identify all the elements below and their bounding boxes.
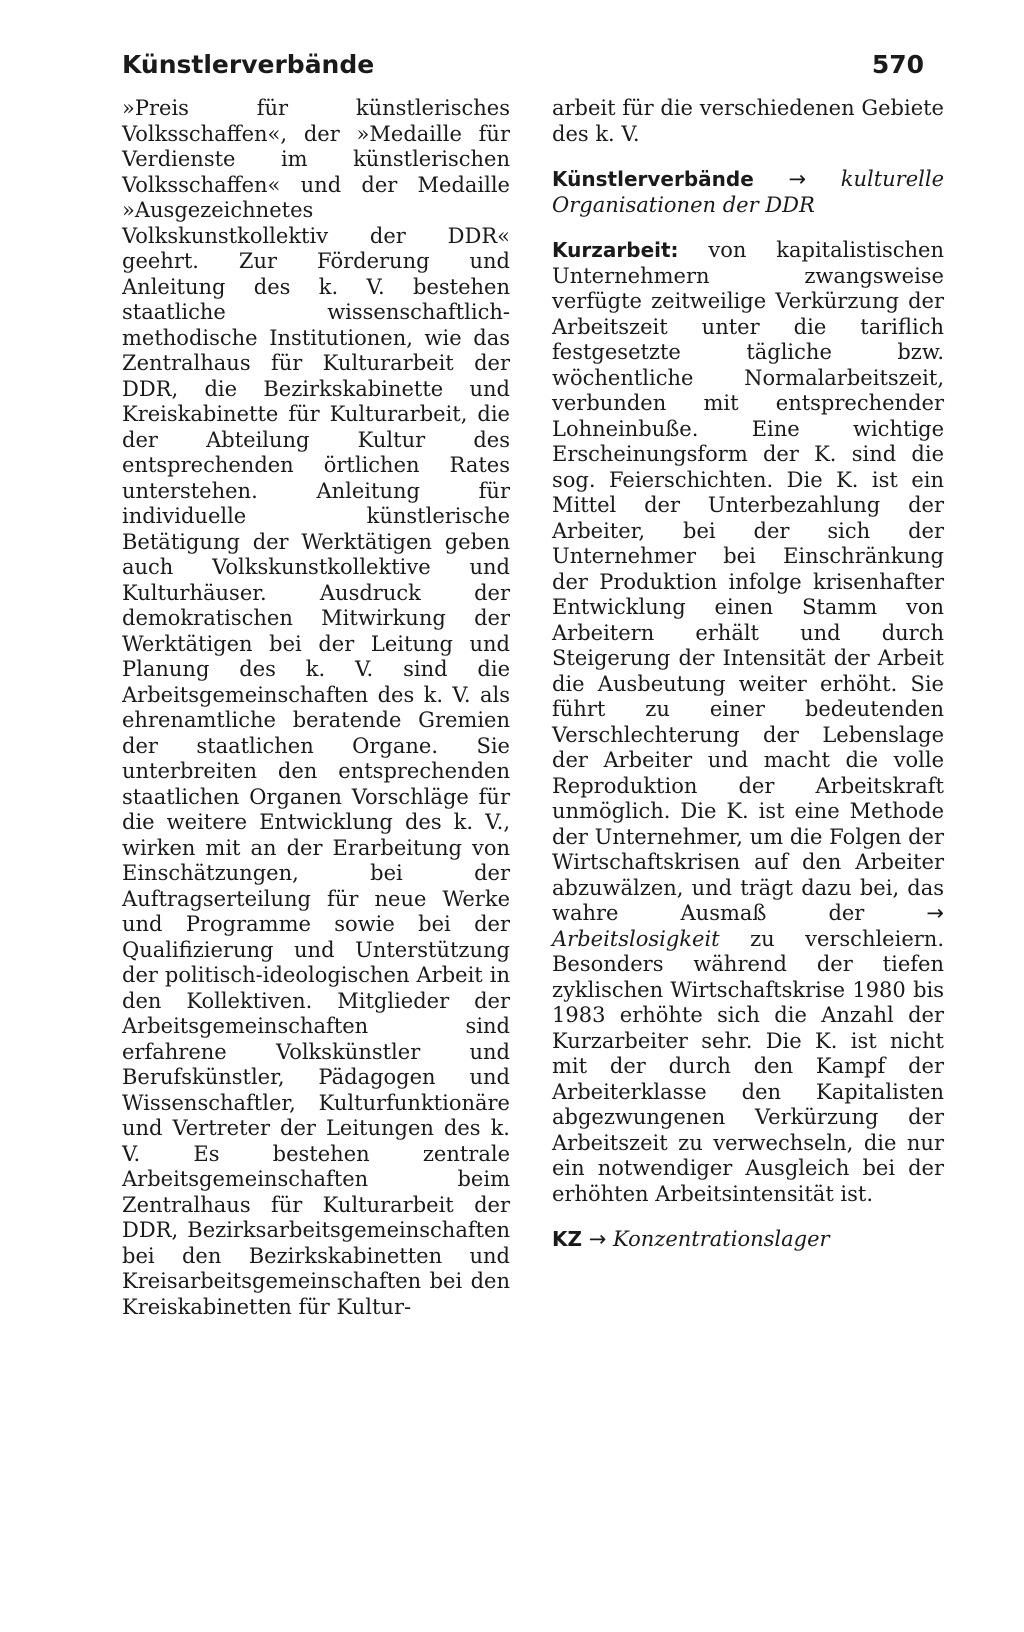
running-header	[122, 50, 924, 90]
entry-headword: Künstlerverbände	[552, 167, 754, 191]
running-head-title: Künstlerverbände	[122, 50, 375, 79]
entry-text-continued: zu verschleiern. Besonders während der tiefen zyklischen Wirtschaftskrise 1980 bis 1983 erhöhte sich die Anzahl der Kurzarbeiter sehr. Die K. ist nicht mit der durch den Kampf der Arbeiterklasse den Kapitalisten abgezwungenen Verkürzung der Arbeitszeit zu verwechseln, die nur ein notwendiger Ausgleich bei der erhöhten Arbeitsintensität ist.	[552, 926, 944, 1206]
cross-reference-arrow-icon: →	[788, 167, 807, 191]
entry-kuenstlerverbaende	[552, 167, 944, 218]
cross-reference[interactable]: kulturelle Organisationen der DDR	[552, 167, 944, 217]
cross-reference-arrow-icon: →	[926, 901, 944, 925]
entry-headword: KZ	[552, 1227, 582, 1251]
cross-reference[interactable]: Arbeitslosigkeit	[552, 926, 720, 951]
left-column	[122, 96, 510, 1320]
cross-reference-arrow-icon: →	[588, 1227, 607, 1251]
entry-kurzarbeit	[552, 238, 944, 1207]
entry-text: von kapitalistischen Unternehmern zwangsweise verfügte zeitweilige Verkürzung der Arbeitszeit unter die tariflich festgesetzte tägliche bzw. wöchentliche Normalarbeitszeit, verbunden mit entsprechender Lohneinbuße. Eine wichtige Erscheinungsform der K. sind die sog. Feierschichten. Die K. ist ein Mittel der Unterbezahlung der Arbeiter, bei der sich der Unternehmer bei Einschränkung der Produktion infolge krisenhafter Entwicklung einen Stamm von Arbeitern erhält und durch Steigerung der Intensität der Arbeit die Ausbeutung weiter erhöht. Sie führt zu einer bedeutenden Verschlechterung der Lebenslage der Arbeiter und macht die volle Reproduktion der Arbeitskraft unmöglich. Die K. ist eine Methode der Unternehmer, um die Folgen der Wirtschaftskrisen auf den Arbeiter abzuwälzen, und trägt dazu bei, das wahre Ausmaß der	[552, 238, 944, 925]
entry-headword: Kurzarbeit:	[552, 238, 679, 262]
continued-entry-text: »Preis für künstlerisches Volksschaffen«, der »Medaille für Verdienste im künstlerischen Volksschaffen« und der Medaille »Ausgezeichnetes Volkskunstkollektiv der DDR« geehrt. Zur Förderung und Anleitung des k. V. bestehen staatliche wissenschaftlich-methodische Institutionen, wie das Zentralhaus für Kulturarbeit der DDR, die Bezirkskabinette und Kreiskabinette für Kulturarbeit, die der Abteilung Kultur des entsprechenden örtlichen Rates unterstehen. Anleitung für individuelle künstlerische Betätigung der Werktätigen geben auch Volkskunstkollektive und Kulturhäuser. Ausdruck der demokratischen Mitwirkung der Werktätigen bei der Leitung und Planung des k. V. sind die Arbeitsgemeinschaften des k. V. als ehrenamtliche beratende Gremien der staatlichen Organe. Sie unterbreiten den entsprechenden staatlichen Organen Vorschläge für die weitere Entwicklung des k. V., wirken mit an der Erarbeitung von Einschätzungen, bei der Auftragserteilung für neue Werke und Programme sowie bei der Qualifizierung und Unterstützung der politisch-ideologischen Arbeit in den Kollektiven. Mitglieder der Arbeitsgemeinschaften sind erfahrene Volkskünstler und Berufskünstler, Pädagogen und Wissenschaftler, Kulturfunktionäre und Vertreter der Leitungen des k. V. Es bestehen zentrale Arbeitsgemeinschaften beim Zentralhaus für Kulturarbeit der DDR, Bezirksarbeitsgemeinschaften bei den Bezirkskabinetten und Kreisarbeitsgemeinschaften bei den Kreiskabinetten für Kultur-	[122, 96, 510, 1319]
cross-reference[interactable]: Konzentrationslager	[612, 1227, 830, 1251]
entry-kz	[552, 1227, 944, 1253]
right-column	[552, 96, 944, 1253]
page-number: 570	[871, 50, 924, 79]
continued-entry-text-right: arbeit für die verschiedenen Gebiete des k. V.	[552, 96, 944, 146]
